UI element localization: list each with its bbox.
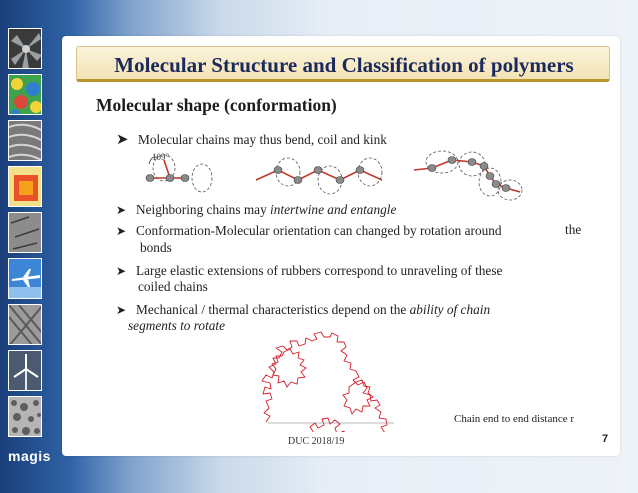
fabric-thumbnail <box>8 304 42 345</box>
bullet-continuation <box>128 318 225 334</box>
zigzag-chain <box>256 158 382 194</box>
granular-thumbnail <box>8 396 42 437</box>
airplane-icon <box>9 259 42 299</box>
microstructure-thumbnail <box>8 74 42 115</box>
arrow-bullet-icon: ➤ <box>116 203 127 217</box>
random-coil-path-2 <box>272 349 306 387</box>
magis-logo: magis <box>8 448 51 464</box>
bullet-text: Molecular chains may thus bend, coil and kink <box>138 132 387 147</box>
bullet-text: Conformation-Molecular orientation can changed by rotation around <box>136 223 502 238</box>
bullet-emphasis: intertwine and entangle <box>270 202 397 217</box>
title-bar <box>76 46 610 82</box>
fiber-texture-icon <box>9 121 42 161</box>
turbine-blade-icon <box>9 29 42 69</box>
microstructure-map-icon <box>9 75 42 115</box>
bullet-continuation: bonds <box>140 240 172 255</box>
bullet-text: Neighboring chains may <box>136 202 271 217</box>
bullet-conformation <box>116 222 502 240</box>
arrow-bullet-icon: ➤ <box>116 130 129 148</box>
metal-surface-thumbnail <box>8 212 42 253</box>
metal-surface-icon <box>9 213 42 253</box>
turbine-thumbnail <box>8 28 42 69</box>
bullet-text: Mechanical / thermal characteristics depend on the <box>136 302 410 317</box>
bullet-elastic <box>116 262 502 280</box>
arrow-bullet-icon: ➤ <box>116 303 127 317</box>
slide-title: Molecular Structure and Classification of polymers <box>114 53 574 77</box>
image-strip <box>8 28 44 448</box>
arrow-bullet-icon: ➤ <box>116 264 127 278</box>
slide-subtitle: Molecular shape (conformation) <box>96 95 337 115</box>
footer-date: DUC 2018/19 <box>288 436 345 447</box>
heatmap-thumbnail <box>8 166 42 207</box>
bullet-chains-bend <box>116 131 387 148</box>
fiber-thumbnail <box>8 120 42 161</box>
heat-map-cube-icon <box>9 167 42 207</box>
fabric-weave-icon <box>9 305 42 345</box>
bullet-trailing-word: the <box>565 222 582 237</box>
wind-turbine-thumbnail <box>8 350 42 391</box>
bullet-emphasis: ability of chain <box>409 302 491 317</box>
bond-angle-label: 109° <box>152 152 170 162</box>
arrow-bullet-icon: ➤ <box>116 224 127 238</box>
bullet-text: Large elastic extensions of rubbers correspond to unraveling of these <box>136 263 503 278</box>
granular-material-icon <box>9 397 42 437</box>
random-coil-diagram <box>244 312 426 432</box>
bullet-continuation: coiled chains <box>138 279 208 294</box>
coiled-chain <box>414 151 522 200</box>
page-number: 7 <box>602 433 609 445</box>
bullet-emphasis: segments to rotate <box>128 318 226 333</box>
wind-turbine-icon <box>9 351 42 391</box>
airplane-thumbnail <box>8 258 42 299</box>
bullet-entangle <box>116 201 396 219</box>
chain-conformation-diagram <box>138 148 548 206</box>
end-to-end-caption: Chain end to end distance r <box>454 413 575 425</box>
